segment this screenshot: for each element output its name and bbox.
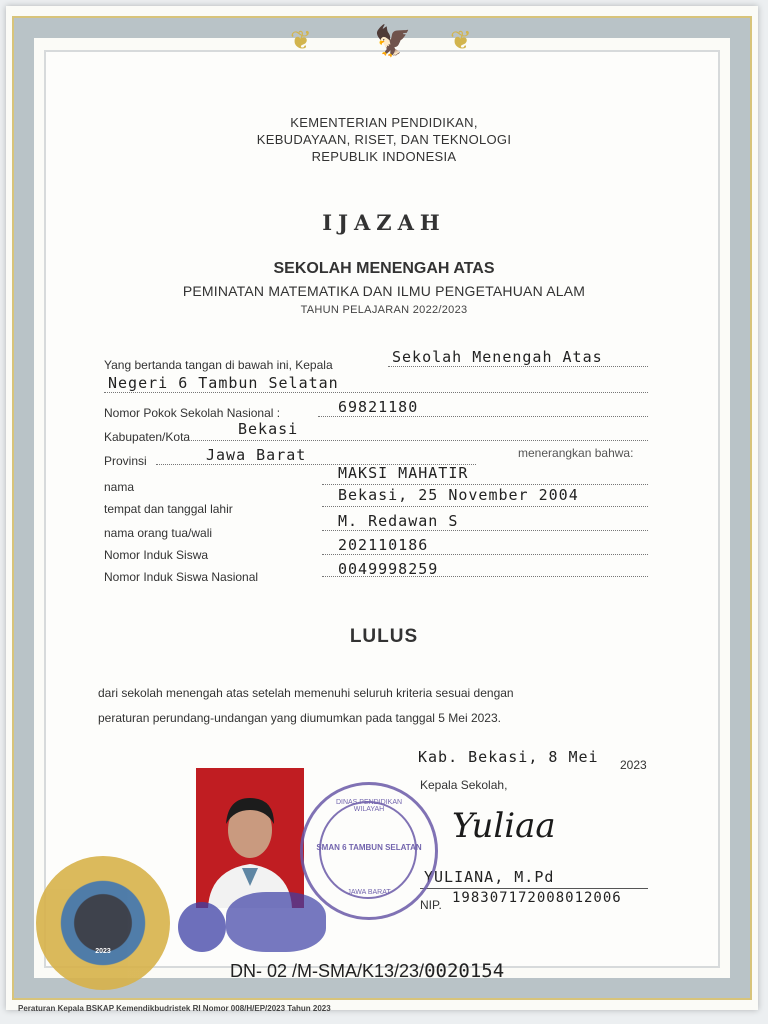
kabupaten-label: Kabupaten/Kota — [104, 430, 191, 444]
field-label-ttl: tempat dan tanggal lahir — [104, 502, 233, 516]
dotted-line — [104, 392, 648, 393]
ministry-line-3: REPUBLIK INDONESIA — [311, 149, 457, 164]
serial-prefix: DN- 02 /M-SMA/K13/23/ — [230, 961, 425, 981]
signature-title: Kepala Sekolah, — [420, 778, 508, 792]
field-label-nisn: Nomor Induk Siswa Nasional — [104, 570, 259, 584]
stamp-text-top: DINAS PENDIDIKAN WILAYAH — [335, 799, 403, 813]
dotted-line — [322, 484, 648, 485]
field-label-nis: Nomor Induk Siswa — [104, 548, 209, 562]
regulation-footer: Peraturan Kepala BSKAP Kemendikbudristek RI Nomor 008/H/EP/2023 Tahun 2023 — [18, 1004, 331, 1013]
student-portrait-icon — [196, 768, 304, 908]
school-name-line-1: Sekolah Menengah Atas — [392, 348, 603, 366]
field-value-nama: MAKSI MAHATIR — [338, 464, 469, 482]
result-paragraph-line-1: dari sekolah menengah atas setelah memenuhi seluruh kriteria sesuai dengan — [98, 686, 514, 700]
fingerprint-smudge — [226, 892, 326, 952]
fingerprint-smudge — [178, 902, 226, 952]
field-value-nis: 202110186 — [338, 536, 429, 554]
field-label-orang-tua: nama orang tua/wali — [104, 526, 213, 540]
npsn-label: Nomor Pokok Sekolah Nasional : — [104, 406, 281, 420]
kabupaten-value: Bekasi — [238, 420, 299, 438]
ornament-left-icon: ❦ — [290, 26, 312, 56]
menerangkan-label: menerangkan bahwa: — [518, 446, 634, 460]
dotted-line — [322, 530, 648, 531]
ornament-right-icon: ❦ — [450, 26, 472, 56]
dotted-line — [388, 366, 648, 367]
nip-value: 198307172008012006 — [452, 890, 622, 906]
signature-place-date: Kab. Bekasi, 8 Mei — [418, 748, 599, 766]
field-value-orang-tua: M. Redawan S — [338, 512, 459, 530]
signature-year: 2023 — [620, 758, 647, 772]
school-type: SEKOLAH MENENGAH ATAS — [273, 260, 495, 277]
garuda-emblem-icon: 🦅 — [374, 24, 412, 59]
hologram-emblem — [36, 856, 170, 990]
dotted-line — [322, 576, 648, 577]
field-value-nisn: 0049998259 — [338, 560, 439, 578]
field-value-ttl: Bekasi, 25 November 2004 — [338, 486, 579, 504]
ministry-line-1: KEMENTERIAN PENDIDIKAN, — [290, 115, 478, 130]
signature-line — [420, 888, 648, 889]
handwritten-signature: Yuliaa — [452, 806, 556, 846]
graduation-status: LULUS — [349, 626, 419, 647]
peminatan: PEMINATAN MATEMATIKA DAN ILMU PENGETAHUAN ALAM — [182, 283, 586, 299]
provinsi-value: Jawa Barat — [206, 446, 307, 464]
result-paragraph-line-2: peraturan perundang-undangan yang diumumkan pada tanggal 5 Mei 2023. — [98, 711, 501, 725]
ministry-line-2: KEBUDAYAAN, RISET, DAN TEKNOLOGI — [256, 132, 512, 147]
stamp-text-bottom: JAWA BARAT — [347, 889, 391, 896]
intro-label: Yang bertanda tangan di bawah ini, Kepala — [104, 358, 333, 372]
signatory-name: YULIANA, M.Pd — [424, 868, 555, 886]
dotted-line — [322, 506, 648, 507]
document-title: IJAZAH — [322, 210, 446, 235]
emblem-year: 2023 — [95, 948, 111, 955]
serial-value: 0020154 — [424, 960, 505, 982]
field-label-nama: nama — [104, 480, 135, 494]
serial-number — [230, 960, 504, 982]
provinsi-label: Provinsi — [104, 454, 147, 468]
dotted-line — [318, 416, 648, 417]
nip-label: NIP. — [420, 898, 442, 912]
school-name-line-2: Negeri 6 Tambun Selatan — [108, 374, 339, 392]
school-stamp — [300, 782, 438, 920]
student-photo — [196, 768, 304, 908]
dotted-line — [322, 554, 648, 555]
academic-year: TAHUN PELAJARAN 2022/2023 — [300, 304, 468, 316]
dotted-line — [184, 440, 648, 441]
stamp-text-center: SMAN 6 TAMBUN SELATAN — [316, 843, 422, 852]
ministry-header — [0, 114, 768, 165]
npsn-value: 69821180 — [338, 398, 419, 416]
